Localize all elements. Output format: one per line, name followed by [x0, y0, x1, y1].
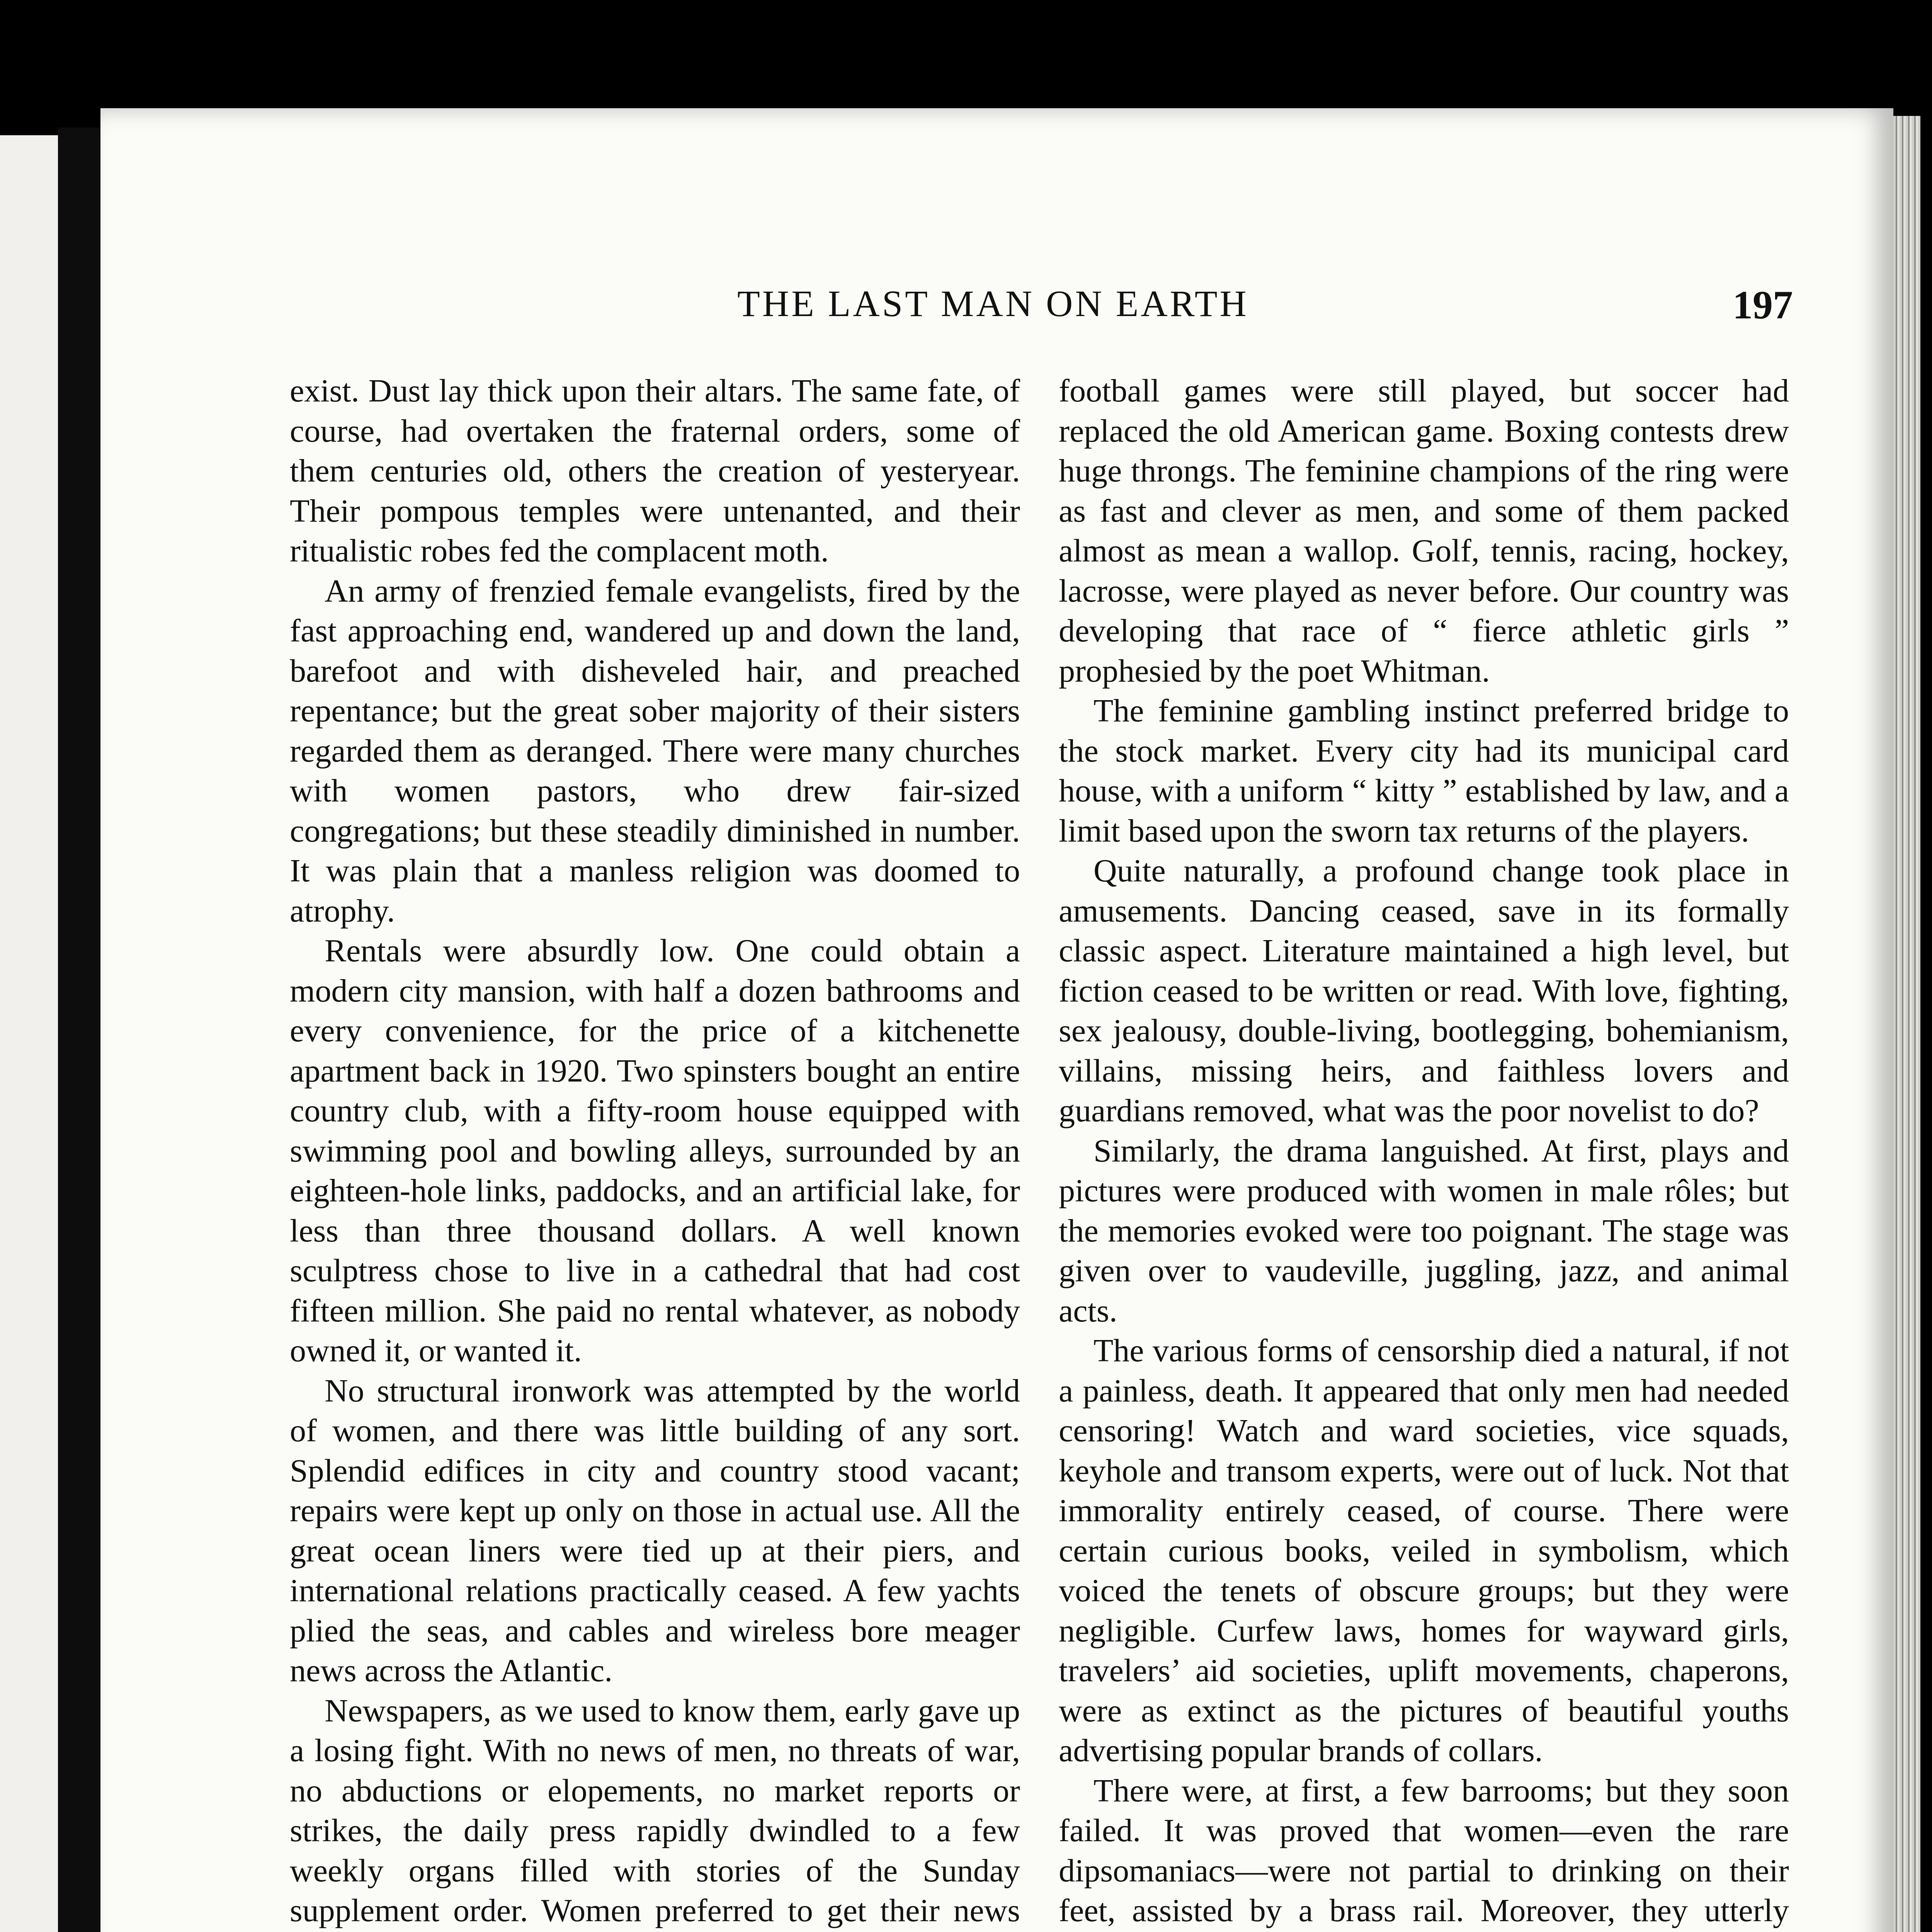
- left-column: [290, 371, 1020, 1932]
- paragraph: Quite naturally, a profound change took place in amusements. Dancing ceased, save in its formally classic aspect. Literature maintained a high level, but fiction ceased to be written or read. With love, fighting, sex jealousy, double-living, bootlegging, bohemianism, villains, missing heirs, and faithless lovers and guardians removed, what was the poor novelist to do?: [1059, 853, 1789, 1129]
- paragraph: There were, at first, a few barrooms; but they soon failed. It was proved that women—even the rare dipsomaniacs—were not partial to drinking on their feet, assisted by a brass rail. Moreover, they utterly: [1059, 1772, 1789, 1929]
- gutter-shadow: [58, 128, 100, 1932]
- paragraph: No structural ironwork was attempted by the world of women, and there was little building of any sort. Splendid edifices in city and country stood vacant; repairs were kept up only on those in actual use. All the great ocean liners were tied up at their piers, and international relations practically ceased. A few yachts plied the seas, and cables and wireless bore meager news across the Atlantic.: [290, 1372, 1020, 1689]
- running-head: [193, 282, 1793, 340]
- paragraph: Rentals were absurdly low. One could obtain a modern city mansion, with half a dozen bathrooms and every convenience, for the price of a kitchenette apartment back in 1920. Two spinsters bought an entire country club, with a fifty-room house equipped with swimming pool and bowling alleys, surrounded by an eighteen-hole links, paddocks, and an artificial lake, for less than three thousand dollars. A well known sculptress chose to live in a cathedral that had cost fifteen million. She paid no rental whatever, as nobody owned it, or wanted it.: [290, 933, 1020, 1369]
- paragraph: Similarly, the drama languished. At first, plays and pictures were produced with women in male rôles; but the memories evoked were too poignant. The stage was given over to vaudeville, juggling, jazz, and animal acts.: [1059, 1133, 1789, 1329]
- running-title: THE LAST MAN ON EARTH: [737, 283, 1249, 324]
- previous-page-edge: [0, 135, 58, 1932]
- paragraph: The various forms of censorship died a natural, if not a painless, death. It appeared that only men had needed censoring! Watch and ward societies, vice squads, keyhole and transom experts, were out of luck. Not that immorality entirely ceased, of course. There were certain curious books, veiled in symbolism, which voiced the tenets of obscure groups; but they were negligible. Curfew laws, homes for wayward girls, travelers’ aid societies, uplift movements, chaperons, were as extinct as the pictures of beautiful youths advertising popular brands of collars.: [1059, 1333, 1789, 1769]
- paragraph: Newspapers, as we used to know them, early gave up a losing fight. With no news of men, no threats of war, no abductions or elopements, no market reports or strikes, the daily press rapidly dwindled to a few weekly organs filled with stories of the Sunday supplement order. Women preferred to get their news: [290, 1692, 1020, 1929]
- paragraph: An army of frenzied female evangelists, fired by the fast approaching end, wandered up and down the land, barefoot and with disheveled hair, and preached repentance; but the great sober majority of their sisters regarded them as deranged. There were many churches with women pastors, who drew fair-sized congregations; but these steadily diminished in number. It was plain that a manless religion was doomed to atrophy.: [290, 573, 1020, 929]
- page-number: 197: [1733, 283, 1793, 327]
- page-stack-edge: [1893, 116, 1920, 1932]
- paragraph: The feminine gambling instinct preferred bridge to the stock market. Every city had its municipal card house, with a uniform “ kitty ” established by law, and a limit based upon the sworn tax returns of the players.: [1059, 693, 1789, 849]
- paragraph: football games were still played, but soccer had replaced the old American game. Boxing contests drew huge throngs. The feminine champions of the ring were as fast and clever as men, and some of them packed almost as mean a wallop. Golf, tennis, racing, hockey, lacrosse, were played as never before. Our country was developing that race of “ fierce athletic girls ” prophesied by the poet Whitman.: [1059, 373, 1789, 689]
- right-column: [1059, 371, 1789, 1932]
- paragraph: exist. Dust lay thick upon their altars. The same fate, of course, had overtaken the fraternal orders, some of them centuries old, others the creation of yesteryear. Their pompous temples were untenanted, and their ritualistic robes fed the complacent moth.: [290, 373, 1020, 569]
